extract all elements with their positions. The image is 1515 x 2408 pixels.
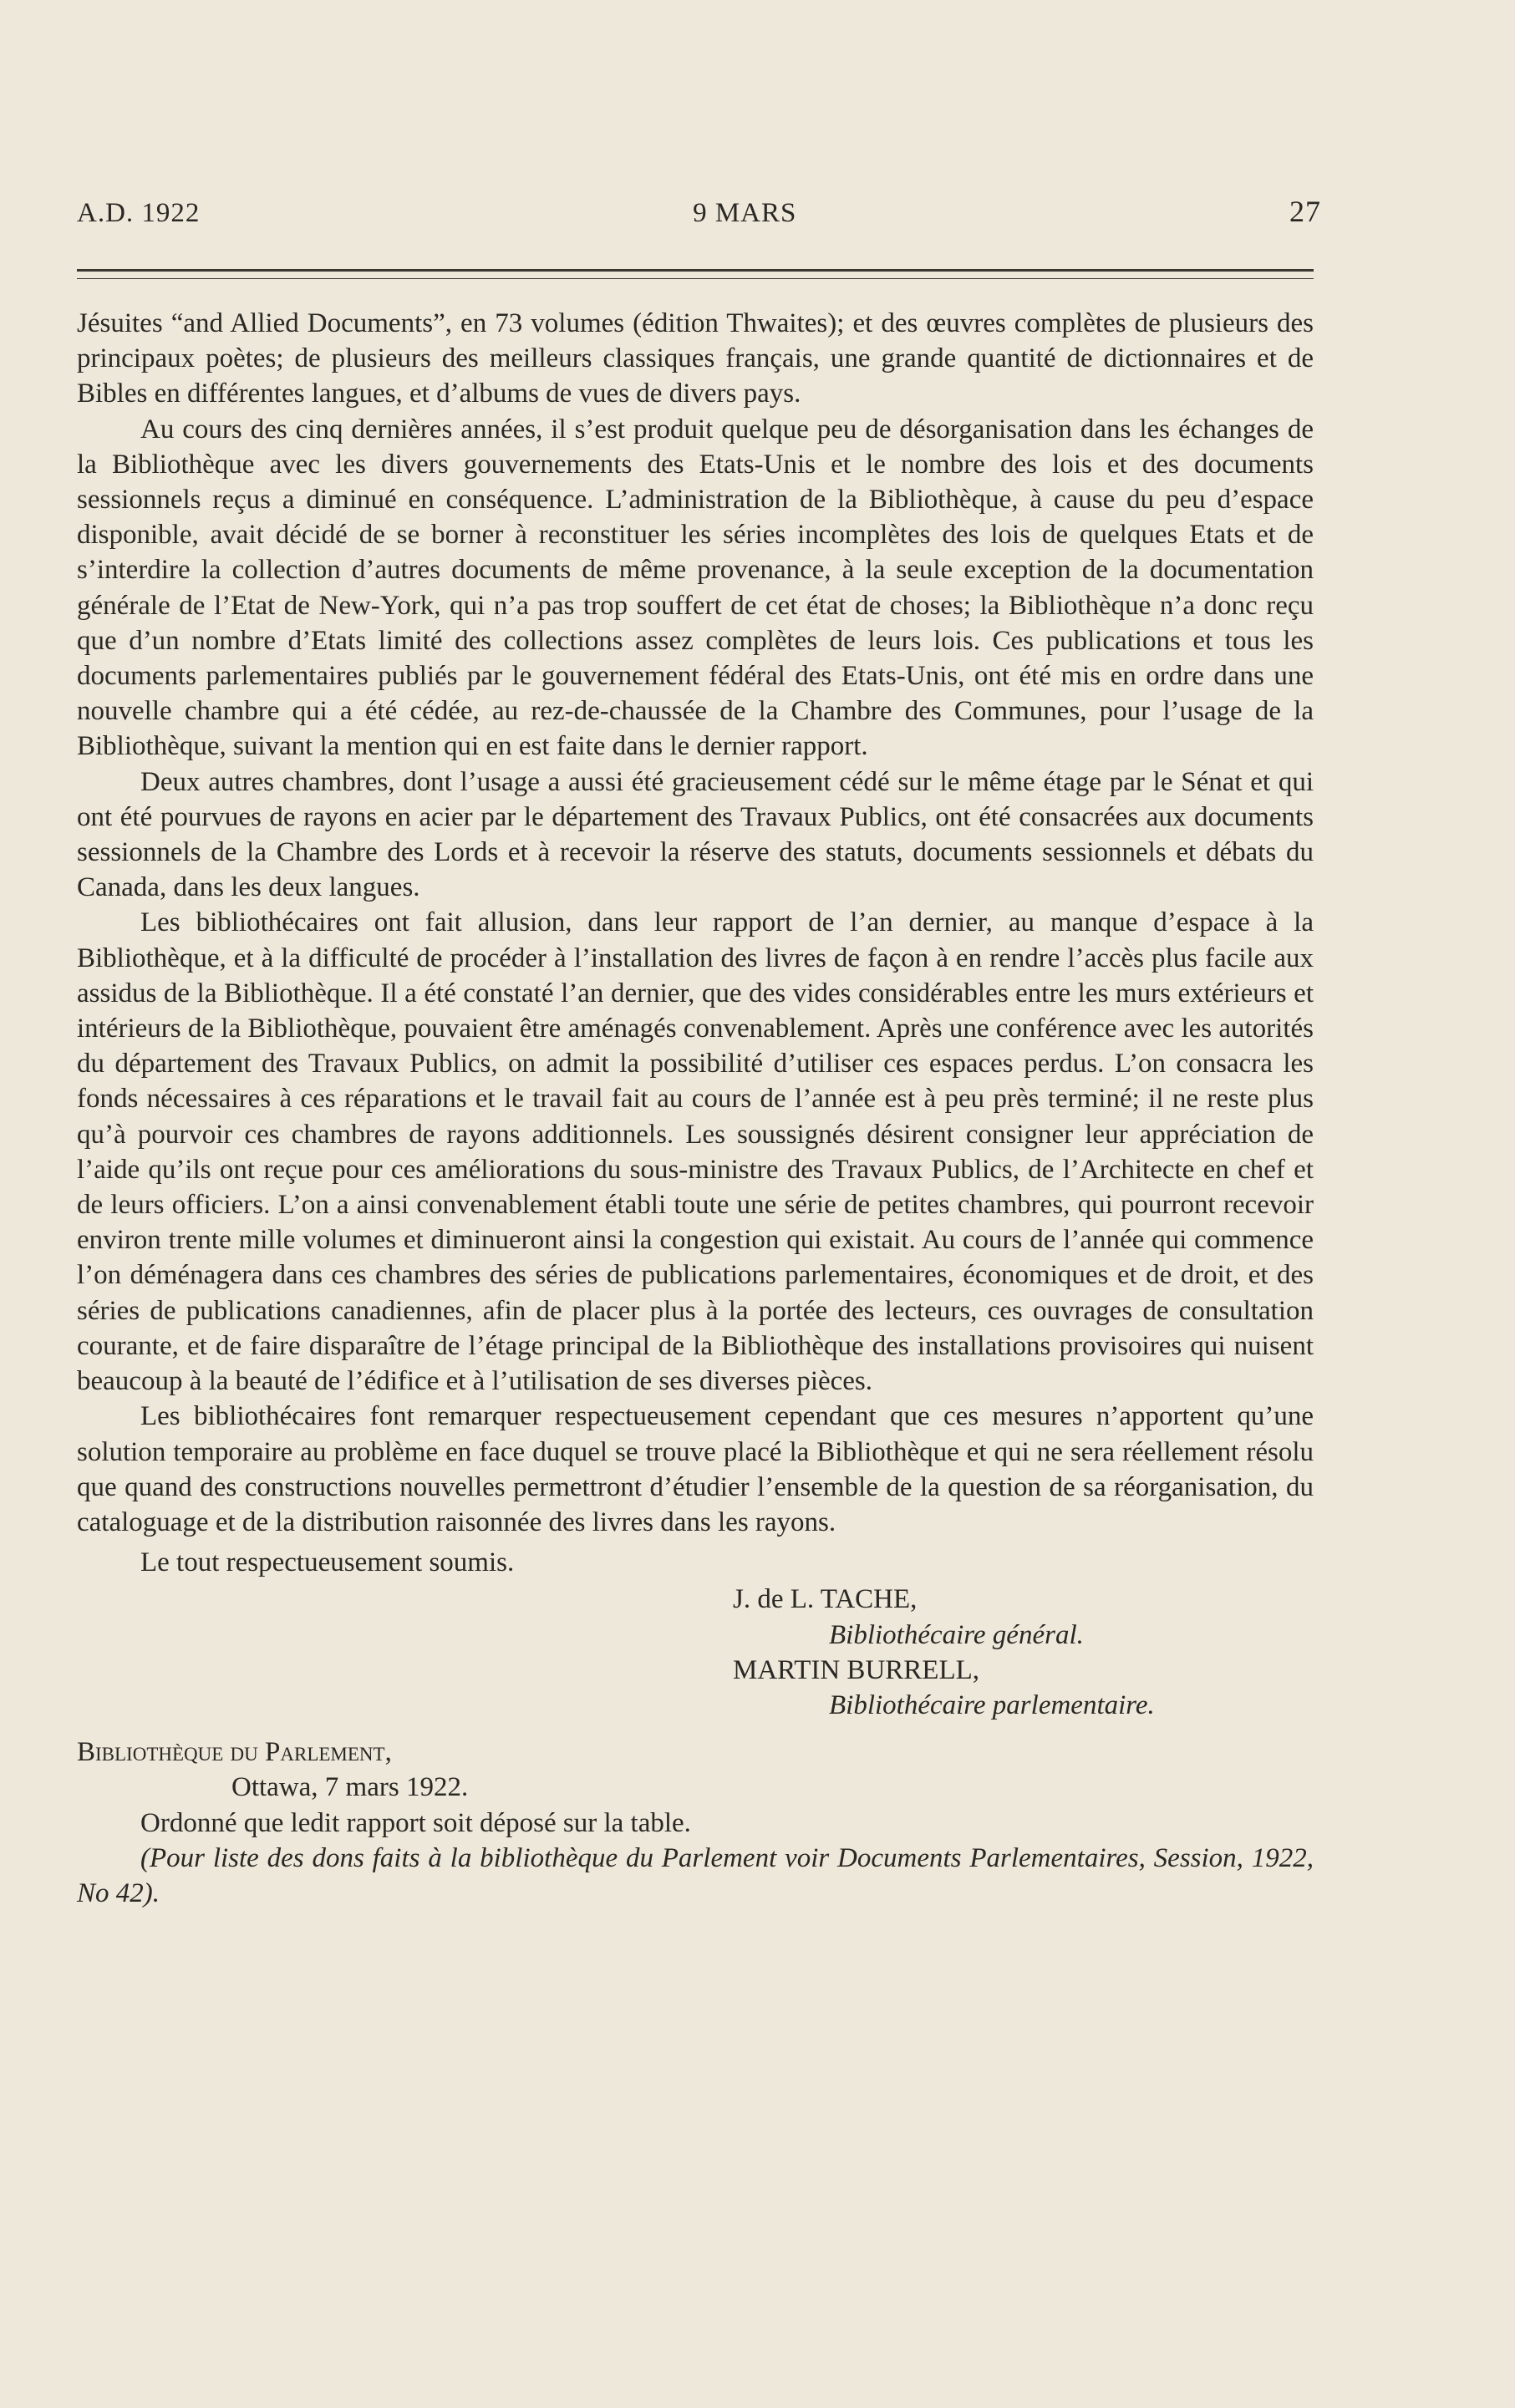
header-rule-thick (77, 269, 1314, 272)
header-date: 9 MARS (693, 198, 797, 228)
signatory-name: J. de L. TACHE, (733, 1584, 918, 1615)
paragraph: Jésuites “and Allied Documents”, en 73 volumes (édition Thwaites); et des œuvres complètes de plusieurs des principaux poètes; de plusieurs des meilleurs classiques français, une grande quantité de dictionnaires et de Bibles en différentes langues, et d’albums de vues de divers pays. (77, 308, 1314, 409)
paragraph: Au cours des cinq dernières années, il s’est produit quelque peu de désorganisation dans les échanges de la Bibliothèque avec les divers gouvernements des Etats-Unis et le nombre des lois et des documents sessionnels reçus a diminué en conséquence. L’administration de la Bibliothèque, à cause du peu d’espace disponible, avait décidé de se borner à reconstituer les séries incomplètes des lois de quelques Etats et de s’interdire la collection d’autres documents de même provenance, à la seule exception de la documentation générale de l’Etat de New-York, qui n’a pas trop souffert de cet état de choses; la Bibliothèque n’a donc reçu que d’un nombre d’Etats limité des collections assez complètes de leurs lois. Ces publications et tous les documents parlementaires publiés par le gouvernement fédéral des Etats-Unis, ont été mis en ordre dans une nouvelle chambre qui a été cédée, au rez-de-chaussée de la Chambre des Communes, pour l’usage de la Bibliothèque, suivant la mention qui en est faite dans le dernier rapport. (77, 414, 1314, 762)
signatory-title: Bibliothécaire parlementaire. (829, 1689, 1155, 1720)
page-header (77, 194, 1321, 234)
header-year: A.D. 1922 (77, 198, 201, 228)
header-rule-thin (77, 278, 1314, 279)
closing-line: Le tout respectueusement soumis. (140, 1547, 515, 1578)
page-number: 27 (1289, 195, 1321, 228)
signatory-title: Bibliothécaire général. (829, 1619, 1084, 1650)
location-place: Bibliothèque du Parlement, (77, 1737, 392, 1768)
signature-block (77, 1582, 1314, 1723)
signatory-name: MARTIN BURRELL, (733, 1654, 980, 1685)
paragraph: Deux autres chambres, dont l’usage a aussi été gracieusement cédé sur le même étage par le Sénat et qui ont été pourvues de rayons en acier par le département des Travaux Publics, ont été consacrées aux documents sessionnels de la Chambre des Lords et à recevoir la réserve des statuts, documents sessionnels et débats du Canada, dans les deux langues. (77, 766, 1314, 903)
note-line: (Pour liste des dons faits à la bibliothèque du Parlement voir Documents Parlementaires, Session, 1922, No 42). (77, 1842, 1314, 1908)
order-line: Ordonné que ledit rapport soit déposé sur la table. (140, 1807, 691, 1838)
paragraph: Les bibliothécaires font remarquer respectueusement cependant que ces mesures n’apportent qu’une solution temporaire au problème en face duquel se trouve placé la Bibliothèque et qui ne sera réellement résolu que quand des constructions nouvelles permettront d’étudier l’ensemble de la question de sa réorganisation, du cataloguage et de la distribution raisonnée des livres dans les rayons. (77, 1401, 1314, 1537)
location-city-date: Ottawa, 7 mars 1922. (231, 1772, 469, 1803)
document-body (77, 306, 1314, 1911)
paragraph: Les bibliothécaires ont fait allusion, dans leur rapport de l’an dernier, au manque d’espace à la Bibliothèque, et à la difficulté de procéder à l’installation des livres de façon à en rendre l’accès plus facile aux assidus de la Bibliothèque. Il a été constaté l’an dernier, que des vides considérables entre les murs extérieurs et intérieurs de la Bibliothèque, pouvaient être aménagés convenablement. Après une conférence avec les autorités du département des Travaux Publics, on admit la possibilité d’utiliser ces espaces perdus. L’on consacra les fonds nécessaires à ces réparations et le travail fait au cours de l’année est à peu près terminé; il ne reste plus qu’à pourvoir ces chambres de rayons additionnels. Les soussignés désirent consigner leur appréciation de l’aide qu’ils ont reçue pour ces améliorations du sous-ministre des Travaux Publics, de l’Architecte en chef et de leurs officiers. L’on a ainsi convenablement établi toute une série de petites chambres, qui pourront recevoir environ trente mille volumes et diminueront ainsi la congestion qui existait. Au cours de l’année qui commence l’on déménagera dans ces chambres des séries de publications parlementaires, économiques et de droit, et des séries de publications canadiennes, afin de placer plus à la portée des lecteurs, ces ouvrages de consultation courante, et de faire disparaître de l’étage principal de la Bibliothèque des installations provisoires qui nuisent beaucoup à la beauté de l’édifice et à l’utilisation de ses diverses pièces. (77, 907, 1314, 1397)
